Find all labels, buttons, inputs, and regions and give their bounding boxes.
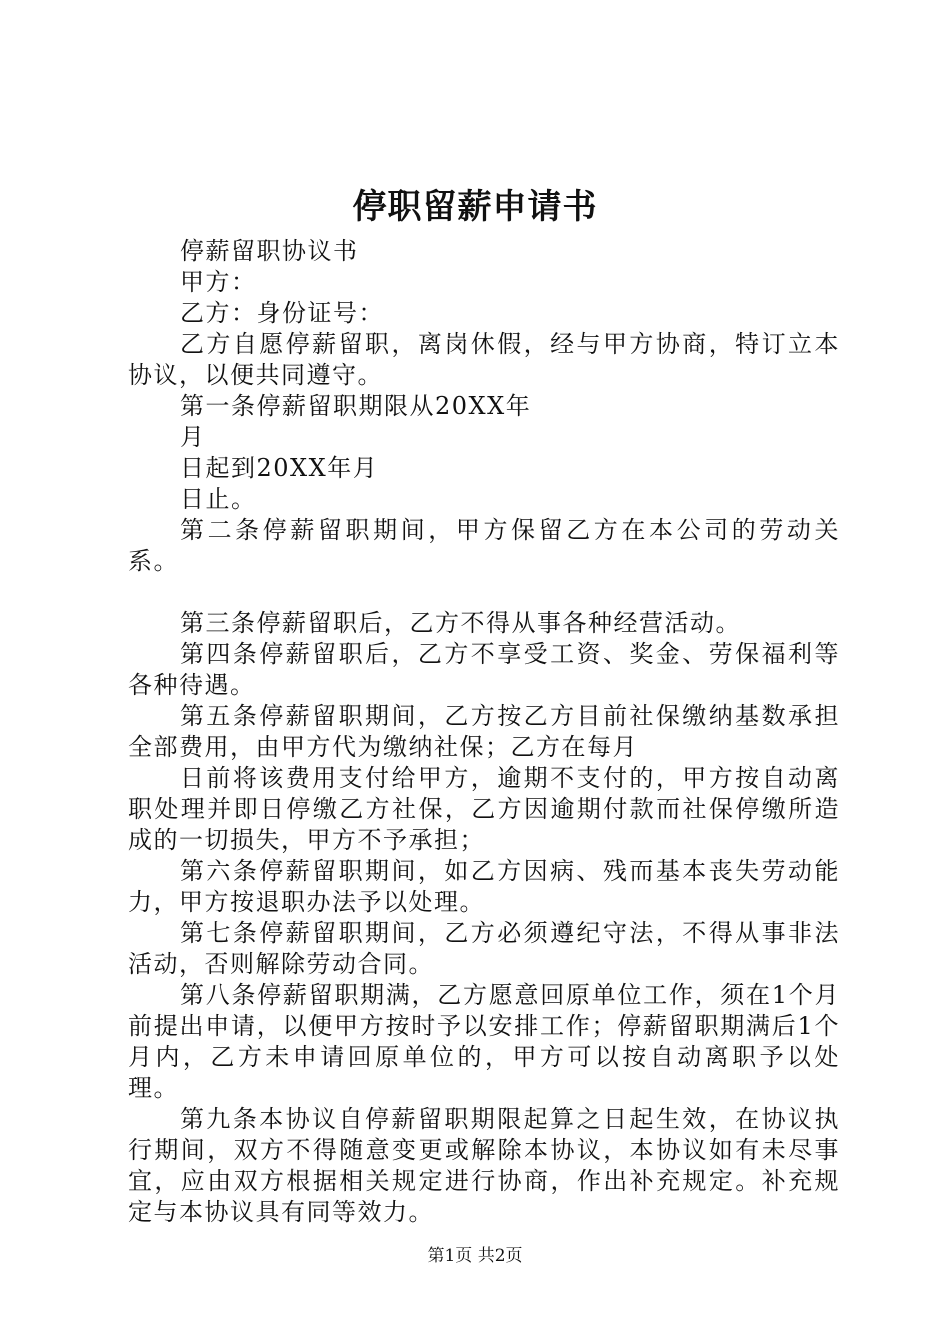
paragraph-article-7: 第七条停薪留职期间，乙方必须遵纪守法，不得从事非法活动，否则解除劳动合同。 bbox=[128, 919, 840, 978]
page-footer: 第1页 共2页 bbox=[427, 1246, 523, 1266]
document-body bbox=[128, 236, 840, 1228]
paragraph-agreement-heading: 停薪留职协议书 bbox=[180, 237, 359, 265]
paragraph-party-b: 乙方：身份证号： bbox=[180, 299, 384, 327]
paragraph-article-1-end: 日止。 bbox=[180, 485, 257, 513]
paragraph-article-1-month: 月 bbox=[180, 423, 206, 451]
paragraph-party-a: 甲方： bbox=[180, 268, 257, 296]
paragraph-article-8: 第八条停薪留职期满，乙方愿意回原单位工作，须在1个月前提出申请，以便甲方按时予以安排工作；停薪留职期满后1个月内，乙方未申请回原单位的，甲方可以按自动离职予以处理。 bbox=[128, 981, 840, 1102]
paragraph-article-5-continued: 日前将该费用支付给甲方，逾期不支付的，甲方按自动离职处理并即日停缴乙方社保，乙方因逾期付款而社保停缴所造成的一切损失，甲方不予承担； bbox=[128, 764, 840, 854]
page-title: 停职留薪申请书 bbox=[352, 187, 598, 227]
paragraph-article-2: 第二条停薪留职期间，甲方保留乙方在本公司的劳动关系。 bbox=[128, 516, 840, 575]
paragraph-article-6: 第六条停薪留职期间，如乙方因病、残而基本丧失劳动能力，甲方按退职办法予以处理。 bbox=[128, 857, 840, 916]
blank-line bbox=[128, 577, 840, 608]
paragraph-article-5: 第五条停薪留职期间，乙方按乙方目前社保缴纳基数承担全部费用，由甲方代为缴纳社保；乙方在每月 bbox=[128, 702, 840, 761]
paragraph-article-3: 第三条停薪留职后，乙方不得从事各种经营活动。 bbox=[180, 609, 741, 637]
paragraph-article-1-start: 第一条停薪留职期限从20XX年 bbox=[180, 392, 532, 420]
paragraph-article-1-day: 日起到20XX年月 bbox=[180, 454, 379, 482]
paragraph-intro: 乙方自愿停薪留职，离岗休假，经与甲方协商，特订立本协议，以便共同遵守。 bbox=[128, 330, 840, 389]
paragraph-article-9: 第九条本协议自停薪留职期限起算之日起生效，在协议执行期间，双方不得随意变更或解除本协议，本协议如有未尽事宜，应由双方根据相关规定进行协商，作出补充规定。补充规定与本协议具有同等效力。 bbox=[128, 1105, 840, 1226]
paragraph-article-4: 第四条停薪留职后，乙方不享受工资、奖金、劳保福利等各种待遇。 bbox=[128, 640, 840, 699]
